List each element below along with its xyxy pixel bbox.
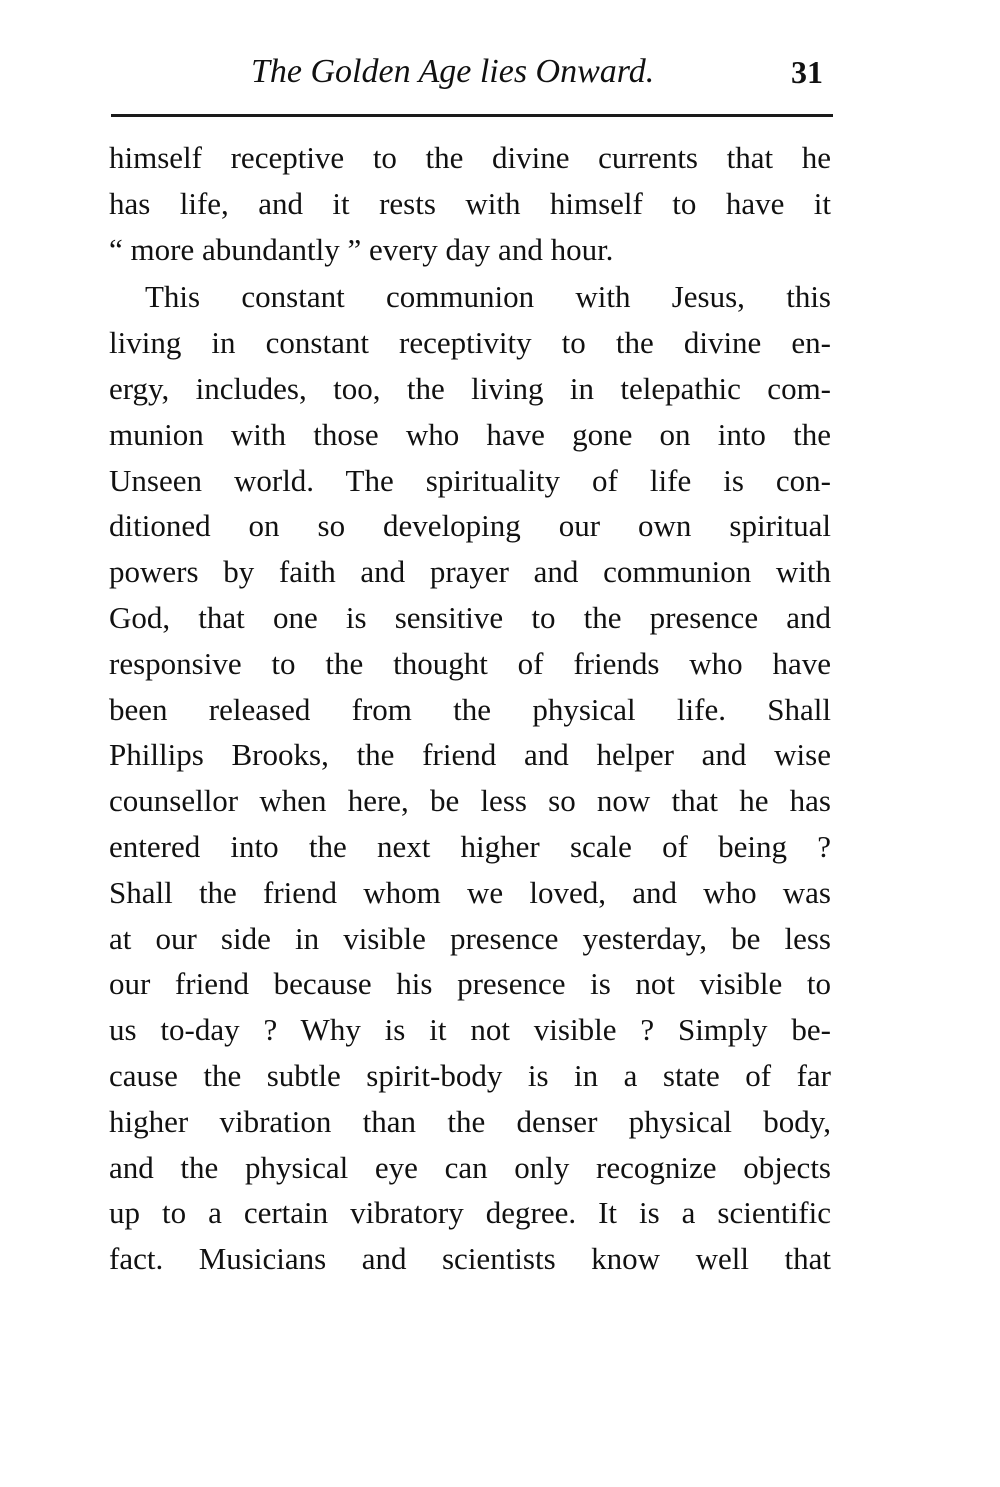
paragraph-2 — [109, 274, 831, 1282]
text-line: us to-day ? Why is it not visible ? Simply be- — [109, 1012, 831, 1048]
text-line: responsive to the thought of friends who have — [109, 645, 831, 681]
header-rule — [111, 114, 833, 117]
text-line: ditioned on so developing our own spiritual — [109, 508, 831, 544]
page-header — [109, 50, 831, 100]
text-line: counsellor when here, be less so now that he has — [109, 783, 831, 819]
body-text — [109, 135, 831, 1282]
text-line: Shall the friend whom we loved, and who was — [109, 874, 831, 910]
text-line: God, that one is sensitive to the presence and — [109, 599, 831, 635]
text-line: powers by faith and prayer and communion with — [109, 554, 831, 590]
text-line: living in constant receptivity to the divine en- — [109, 325, 831, 361]
text-line: our friend because his presence is not visible to — [109, 966, 831, 1002]
text-line: been released from the physical life. Shall — [109, 691, 831, 727]
text-line: cause the subtle spirit-body is in a state of far — [109, 1057, 831, 1093]
text-line: fact. Musicians and scientists know well that — [109, 1241, 831, 1277]
text-line: munion with those who have gone on into the — [109, 416, 831, 452]
text-line: at our side in visible presence yesterday, be less — [109, 920, 831, 956]
text-line: higher vibration than the denser physical body, — [109, 1103, 831, 1139]
paragraph-1 — [109, 135, 831, 272]
page-number: 31 — [791, 54, 823, 90]
text-line: ergy, includes, too, the living in telepathic com- — [109, 370, 831, 406]
text-line: Unseen world. The spirituality of life is con- — [109, 462, 831, 498]
text-line: Phillips Brooks, the friend and helper and wise — [109, 737, 831, 773]
text-line: “ more abundantly ” every day and hour. — [109, 231, 614, 267]
text-line: This constant communion with Jesus, this — [145, 279, 831, 315]
running-title: The Golden Age lies Onward. — [251, 53, 655, 90]
text-line: and the physical eye can only recognize objects — [109, 1149, 831, 1185]
text-line: himself receptive to the divine currents that he — [109, 140, 831, 175]
text-line: up to a certain vibratory degree. It is a scientific — [109, 1195, 831, 1231]
text-line: has life, and it rests with himself to have it — [109, 185, 831, 221]
text-line: entered into the next higher scale of being ? — [109, 828, 831, 864]
